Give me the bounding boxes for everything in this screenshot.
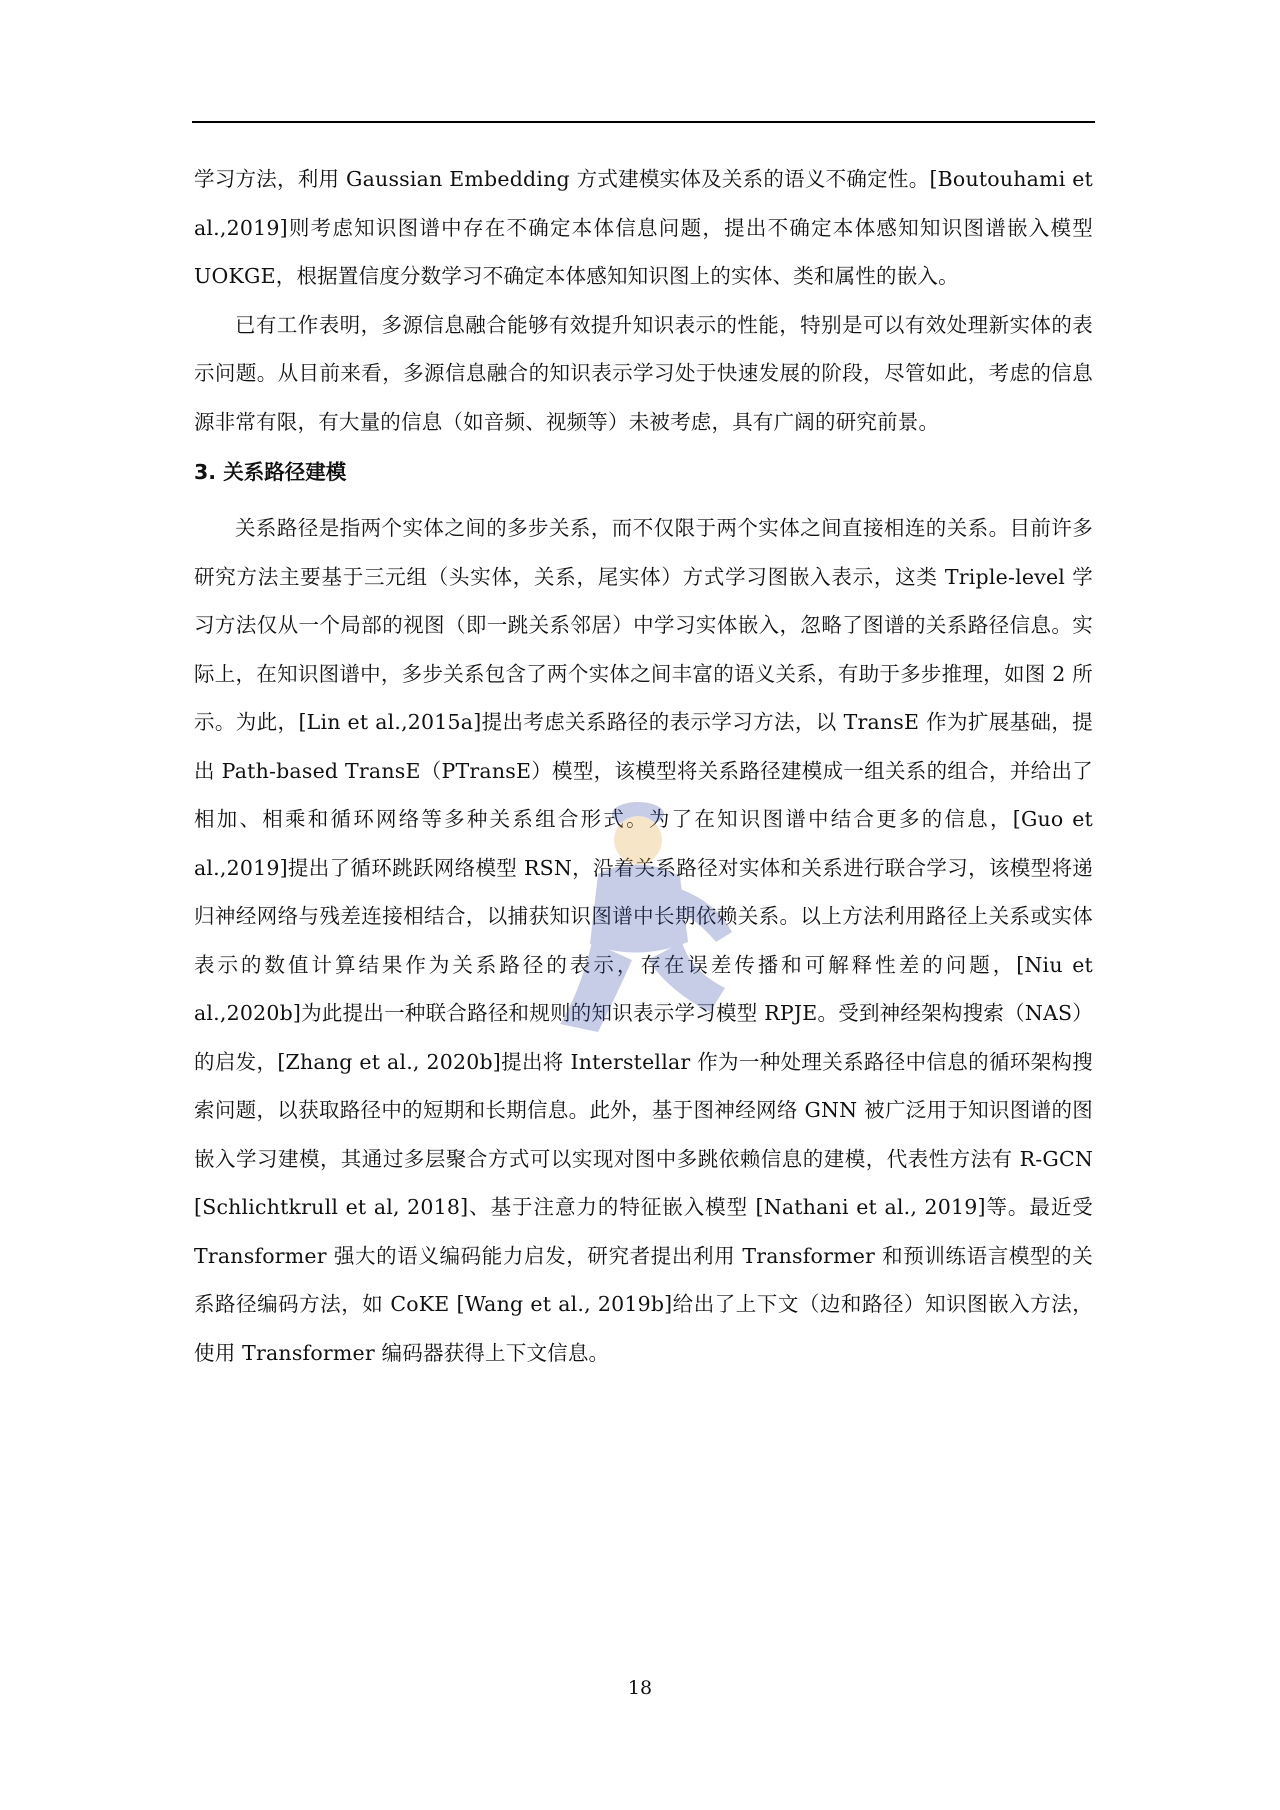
paragraph-multisource-summary: 已有工作表明，多源信息融合能够有效提升知识表示的性能，特别是可以有效处理新实体的表示问题。从目前来看，多源信息融合的知识表示学习处于快速发展的阶段，尽管如此，考虑的信息源非常有限，有大量的信息（如音频、视频等）未被考虑，具有广阔的研究前景。 — [194, 312, 1093, 434]
page-content — [194, 155, 1093, 1377]
section-heading: 3. 关系路径建模 — [194, 460, 347, 484]
header-rule — [192, 121, 1095, 123]
paragraph-relation-path: 关系路径是指两个实体之间的多步关系，而不仅限于两个实体之间直接相连的关系。目前许多研究方法主要基于三元组（头实体，关系，尾实体）方式学习图嵌入表示，这类 Triple-level 学习方法仅从一个局部的视图（即一跳关系邻居）中学习实体嵌入，忽略了图谱的关系路径信息。实际上，在知识图谱中，多步关系包含了两个实体之间丰富的语义关系，有助于多步推理，如图 2 所示。为此，[Lin et al.,2015a]提出考虑关系路径的表示学习方法，以 TransE 作为扩展基础，提出 Path-based TransE（PTransE）模型，该模型将关系路径建模成一组关系的组合，并给出了相加、相乘和循环网络等多种关系组合形式。为了在知识图谱中结合更多的信息，[Guo et al.,2019]提出了循环跳跃网络模型 RSN，沿着关系路径对实体和关系进行联合学习，该模型将递归神经网络与残差连接相结合，以捕获知识图谱中长期依赖关系。以上方法利用路径上关系或实体表示的数值计算结果作为关系路径的表示，存在误差传播和可解释性差的问题，[Niu et al.,2020b]为此提出一种联合路径和规则的知识表示学习模型 RPJE。受到神经架构搜索（NAS）的启发，[Zhang et al., 2020b]提出将 Interstellar 作为一种处理关系路径中信息的循环架构搜索问题，以获取路径中的短期和长期信息。此外，基于图神经网络 GNN 被广泛用于知识图谱的图嵌入学习建模，其通过多层聚合方式可以实现对图中多跳依赖信息的建模，代表性方法有 R-GCN [Schlichtkrull et al, 2018]、基于注意力的特征嵌入模型 [Nathani et al., 2019]等。最近受 Transformer 强大的语义编码能力启发，研究者提出利用 Transformer 和预训练语言模型的关系路径编码方法，如 CoKE [Wang et al., 2019b]给出了上下文（边和路径）知识图嵌入方法，使用 Transformer 编码器获得上下文信息。 — [194, 516, 1093, 1365]
paragraph-continued: 学习方法，利用 Gaussian Embedding 方式建模实体及关系的语义不确定性。[Boutouhami et al.,2019]则考虑知识图谱中存在不确定本体信息问题，提出不确定本体感知知识图谱嵌入模型 UOKGE，根据置信度分数学习不确定本体感知知识图上的实体、类和属性的嵌入。 — [194, 167, 1093, 288]
page-number: 18 — [627, 1677, 653, 1699]
